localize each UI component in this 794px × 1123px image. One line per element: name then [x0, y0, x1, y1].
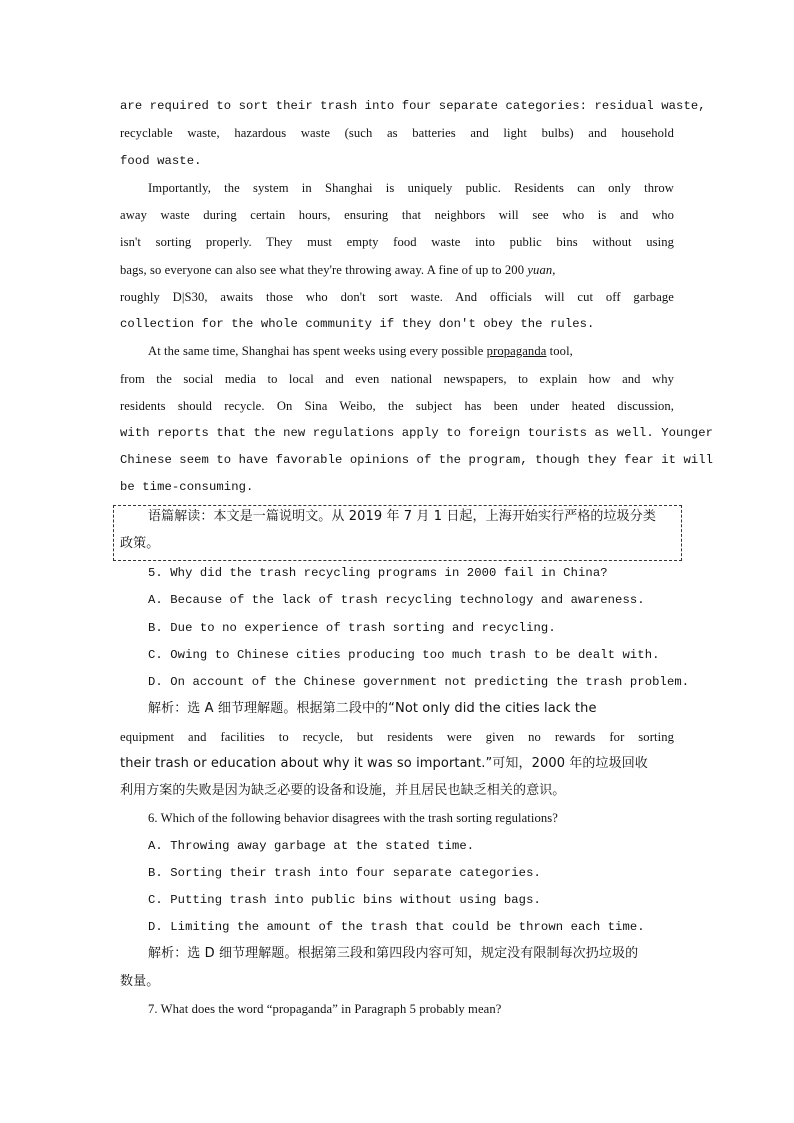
- question-5-explanation-line-4: 利用方案的失败是因为缺乏必要的设备和设施，并且居民也缺乏相关的意识。: [120, 783, 566, 798]
- question-5-explanation-line-1: 解析：选 A 细节理解题。根据第二段中的“Not only did the cities lack the: [148, 701, 597, 716]
- article-p1-line-2: recyclable waste, hazardous waste (such as batteries and light bulbs) and household: [120, 126, 674, 140]
- text-analysis-line-2: 政策。: [120, 536, 160, 551]
- question-6-explanation-line-2: 数量。: [120, 974, 160, 989]
- question-5-option-a: A. Because of the lack of trash recycling technology and awareness.: [148, 593, 645, 607]
- article-p2-line-5: roughly D|S30, awaits those who don't sort waste. And officials will cut off garbage: [120, 290, 674, 304]
- article-p1-line-3: food waste.: [120, 154, 202, 168]
- article-p3-line-1: [148, 342, 674, 360]
- article-p2-line-1: Importantly, the system in Shanghai is uniquely public. Residents can only throw: [148, 181, 674, 195]
- question-6-explanation-line-1: 解析：选 D 细节理解题。根据第三段和第四段内容可知，规定没有限制每次扔垃圾的: [148, 946, 639, 961]
- article-p3-line-1-a: At the same time, Shanghai has spent weeks using every possible: [148, 344, 484, 358]
- article-p3-line-2: from the social media to local and even national newspapers, to explain how and why: [120, 372, 674, 386]
- question-5-option-d: D. On account of the Chinese government not predicting the trash problem.: [148, 675, 690, 689]
- question-6-option-d: D. Limiting the amount of the trash that could be thrown each time.: [148, 920, 645, 934]
- article-p3-line-5: Chinese seem to have favorable opinions of the program, though they fear it will: [120, 453, 714, 467]
- question-6-option-a: A. Throwing away garbage at the stated time.: [148, 839, 475, 853]
- text-analysis-line-1: 语篇解读：本文是一篇说明文。从 2019 年 7 月 1 日起，上海开始实行严格的垃圾分类: [148, 509, 656, 524]
- article-p3-line-6: be time-consuming.: [120, 480, 254, 494]
- question-6-stem: 6. Which of the following behavior disagrees with the trash sorting regulations?: [148, 811, 558, 825]
- article-p2-line-4-italic: yuan,: [527, 263, 556, 277]
- article-p2-line-2: away waste during certain hours, ensuring that neighbors will see who is and who: [120, 208, 674, 222]
- question-5-option-b: B. Due to no experience of trash sorting and recycling.: [148, 621, 556, 635]
- article-p2-line-3: isn't sorting properly. They must empty food waste into public bins without using: [120, 235, 674, 249]
- article-p3-line-1-b: tool,: [549, 344, 573, 358]
- article-p2-line-4: [120, 261, 674, 279]
- question-5-option-c: C. Owing to Chinese cities producing too much trash to be dealt with.: [148, 648, 660, 662]
- underlined-word-propaganda: propaganda: [486, 344, 547, 358]
- article-p2-line-4-text: bags, so everyone can also see what they're throwing away. A fine of up to 200: [120, 263, 525, 277]
- question-7-stem: 7. What does the word “propaganda” in Paragraph 5 probably mean?: [148, 1002, 502, 1016]
- article-p2-line-6: collection for the whole community if they don't obey the rules.: [120, 317, 595, 331]
- question-5-explanation-line-2: equipment and facilities to recycle, but residents were given no rewards for sorting: [120, 730, 674, 744]
- article-p3-line-3: residents should recycle. On Sina Weibo, the subject has been under heated discussion,: [120, 399, 674, 413]
- question-5-stem: 5. Why did the trash recycling programs in 2000 fail in China?: [148, 566, 608, 580]
- article-p3-line-4: with reports that the new regulations apply to foreign tourists as well. Younger: [120, 426, 714, 440]
- question-6-option-b: B. Sorting their trash into four separate categories.: [148, 866, 541, 880]
- question-5-explanation-line-3: their trash or education about why it was so important.”可知，2000 年的垃圾回收: [120, 756, 648, 771]
- article-p1-line-1: are required to sort their trash into four separate categories: residual waste,: [120, 99, 706, 113]
- question-6-option-c: C. Putting trash into public bins without using bags.: [148, 893, 541, 907]
